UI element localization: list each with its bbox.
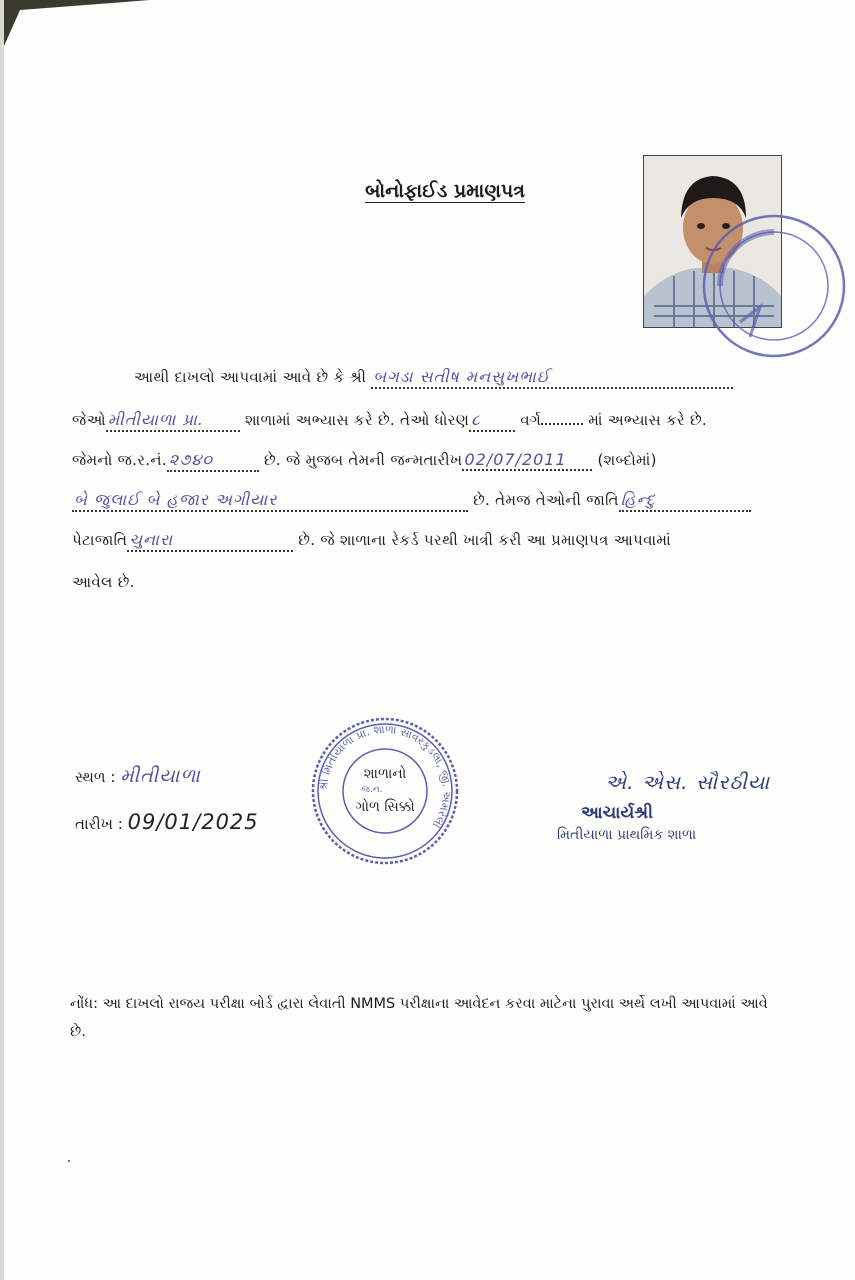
student-name-field — [371, 367, 733, 389]
line-closing — [72, 573, 812, 591]
date-value: 09/01/2025 — [127, 810, 259, 834]
place-value: મીતીયાળા — [120, 765, 201, 787]
student-name-value: બગડા સતીષ મનસુખભાઈ — [373, 367, 551, 386]
subcaste-label: પેટાજાતિ — [72, 531, 128, 549]
study-suffix: માં અભ્યાસ કરે છે. — [588, 411, 707, 429]
school-field — [106, 410, 240, 432]
register-label: જેમનો જ.ર.નં. — [72, 451, 167, 469]
birthdate-field — [462, 450, 592, 471]
signature-title: આચાર્યશ્રી — [581, 803, 654, 823]
certificate-title: બોનોફાઈડ પ્રમાણપત્ર — [365, 180, 525, 202]
birthdate-label: છે. જે મુજબ તેમની જન્મતારીખ — [263, 451, 463, 469]
place-label: સ્થળ : — [75, 768, 116, 786]
signature-school: મિતીયાળા પ્રાથમિક શાળા — [557, 827, 697, 843]
seal-center-line1: શાળાનો — [363, 766, 407, 782]
register-field — [167, 450, 259, 472]
birthdate-words-field — [72, 490, 468, 512]
record-text: છે. જે શાળાના રેકર્ડ પરથી ખાત્રી કરી આ પ્રમાણપત્ર આપવામાં — [298, 531, 671, 549]
birthdate-value: 02/07/2011 — [464, 450, 567, 469]
place-row — [75, 765, 201, 787]
closing-text: આવેલ છે. — [72, 573, 135, 591]
class-label: વર્ગ — [520, 411, 542, 429]
seal-small-text: જ.ન. — [361, 785, 383, 795]
line-birthdate-words — [72, 490, 812, 512]
subcaste-field — [127, 530, 293, 552]
caste-label: છે. તેમજ તેઓની જાતિ — [473, 491, 619, 509]
school-mid-text: શાળામાં અભ્યાસ કરે છે. તેઓ ધોરણ — [244, 411, 470, 429]
register-value: ૨૭૪૦ — [168, 450, 213, 469]
birthdate-words-value: બે જુલાઈ બે હજાર અગીયાર — [74, 490, 278, 509]
note-text: નોંધ: આ દાખલો રાજય પરીક્ષા બોર્ડ દ્વારા લેવાતી NMMS પરીક્ષાના આવેદન કરવા માટેના પુરાવા અર્થે લખી આપવામાં આવે છે. — [70, 996, 768, 1040]
scan-speck — [68, 1160, 70, 1162]
class-field — [541, 423, 583, 425]
standard-value: ૮ — [471, 410, 481, 429]
intro-text: આથી દાખલો આપવામાં આવે છે કે શ્રી — [134, 368, 367, 386]
caste-field — [619, 490, 751, 512]
photo-stamp — [700, 212, 848, 360]
school-round-seal — [310, 716, 460, 866]
subcaste-value: ચુનારા — [129, 530, 174, 549]
seal-center-line2: ગોળ સિક્કો — [355, 799, 415, 815]
standard-field — [469, 410, 515, 432]
caste-value: હિન્દુ — [620, 490, 656, 509]
seal-ring-text: શ્રી મિતીયાળા પ્રા. શાળા સાવરકુંડલા, જી. અમરેલી — [316, 722, 454, 831]
signature-handwriting: એ. એસ. સૌરઠીયા — [605, 770, 771, 794]
school-prefix: જેઓ — [72, 411, 106, 429]
line-school — [72, 410, 812, 432]
line-subcaste — [72, 530, 812, 552]
date-row — [75, 810, 259, 834]
date-label: તારીખ : — [75, 815, 123, 833]
in-words-label: (શબ્દોમાં) — [597, 451, 657, 469]
line-register — [72, 450, 812, 472]
school-value: મીતીયાળા પ્રા. — [107, 410, 204, 429]
line-student-name — [134, 367, 855, 389]
